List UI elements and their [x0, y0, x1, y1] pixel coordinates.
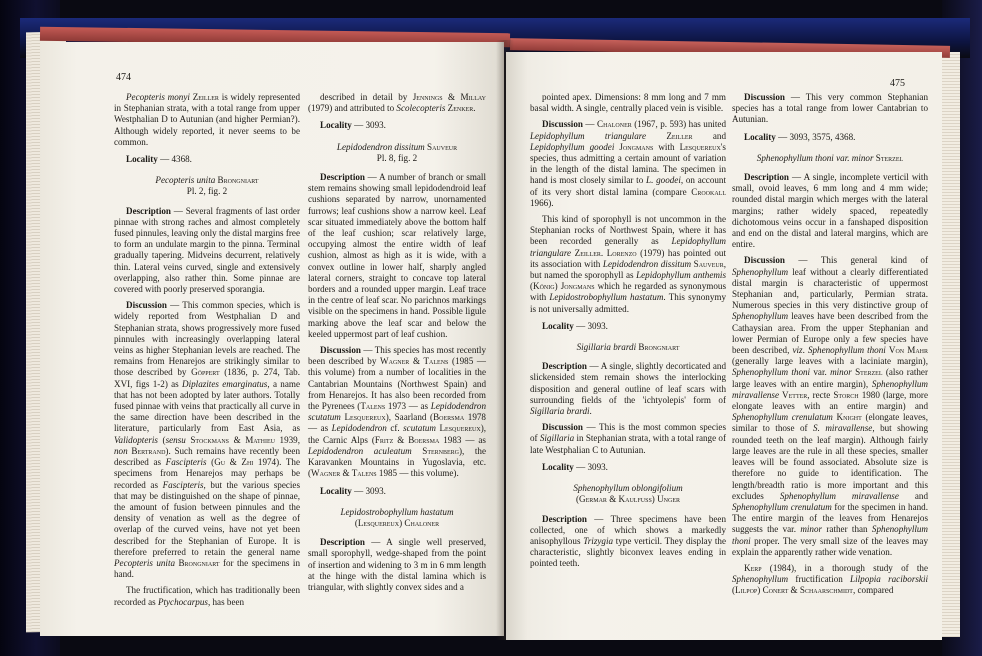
paragraph: Description — A number of branch or small stem remains showing small lepidodendroid leaf cushions separated by narrow, unornamented furrows; leaf cushions show a narrow keel. Leaf scar situated immediately above the bottom half of the leaf cushion; scar relatively large, occupying almost the entire width of leaf cushion, almost as high as it is wide, with a convex outline in lower half, sharply angled lateral corners, straight to concave top lateral borders and a rounded upper margin. Leaf trace in the centre of leaf scar. No parichnos markings visible on the specimens in hand. Possible ligule marking above the leaf scar and below the keeled uppermost part of leaf cushion. [308, 172, 486, 339]
species-heading: Sphenophyllum oblongifolium (Germar & Kaulfuss) Unger [573, 483, 683, 505]
right-page [506, 52, 942, 640]
paragraph: Discussion — This is the most common species of Sigillaria in Stephanian strata, with a total range of late Westphalian C to Autunian. [530, 422, 726, 455]
right-page-column-2 [732, 92, 928, 602]
right-page-column-1 [530, 92, 726, 575]
locality-line: Locality — 3093, 3575, 4368. [744, 131, 856, 142]
paragraph: Discussion — This common species, which is widely reported from Westphalian D and Stephanian strata, shows progressively more fused pinnules with increasingly overlapping lateral veins as higher Stephanian levels are reached. The remains from Henarejos are strikingly similar to those described by Göppert (1836, p. 274, Tab. XVI, figs 1-2) as Diplazites emarginatus, a name that has not been adopted by later authors. Totally fused pinnae with veins that practically all curve in the same direction have been described in the literature, particularly from East Asia, as Validopteris (sensu Stockmans & Mathieu 1939, non Bertrand). Such remains have recently been described as Fascipteris (Gu & Zhi 1974). The specimens from Henarejos may perhaps be recorded as Fascipteris, but the various species that may be distinguished on the shape of pinnae, the amount of fusion between pinnules and the density of venation as well as the degree of overlap of the curved veins, have not yet been described for the Stephanian of Europe. It is therefore preferred to retain the general name Pecopteris unita Brongniart for the specimens in hand. [114, 300, 301, 580]
paragraph: Description — A single, slightly decorticated and slickensided stem remain shows the interlocking disposition and general outline of leaf scars with surrounding fields of the 'ichtyolepis' form of Sigillaria brardi. [530, 361, 726, 417]
paragraph: Kerp (1984), in a thorough study of the Sphenophyllum fructification Lilpopia raciborskii (Lilpop) Conert & Schaarschmidt, compared [732, 562, 929, 596]
paragraph: Description — A single, incomplete verticil with small, ovoid leaves, 6 mm long and 4 mm wide; rounded distal margin which merges with the lateral margins; rather widely spaced, repeatedly dichotomous veins occur in a fanshaped disposition and end on the distal and lateral margins, which are entire. [732, 172, 928, 250]
left-page [40, 42, 504, 636]
paragraph: Discussion — Chaloner (1967, p. 593) has united Lepidophyllum triangulare Zeiller and Lepidophyllum goodei Jongmans with Lesquereux's species, thus admitting a certain amount of variation in the length of the distal lamina. The specimen in hand is most closely similar to L. goodei, on account of its very short distal lamina (compare Crookall 1966). [530, 119, 727, 208]
paragraph: Discussion — This species has most recently been described by Wagner & Talens (1985 — this volume) from a number of localities in the Cantabrian Mountains (Northwest Spain) and from Henarejos. It has also been recorded from the Pyrenees (Talens 1973 — as Lepidodendron scutatum Lesquereux), Saarland (Boersma 1978 — as Lepidodendron cf. scutatum Lesquereux), the Carnic Alps (Fritz & Boersma 1983 — as Lepidodendron aculeatum Sternberg), the Karavanken Mountains in Yugoslavia, etc. (Wagner & Talens 1985 — this volume). [308, 345, 487, 479]
paragraph: pointed apex. Dimensions: 8 mm long and 7 mm basal width. A single, centrally placed vein is visible. [530, 92, 726, 114]
locality-line: Locality — 3093. [320, 120, 386, 131]
paragraph: This kind of sporophyll is not uncommon in the Stephanian rocks of Northwest Spain, where it has been recorded generally as Lepidophyllum triangulare Zeiller. Lorenzo (1979) has pointed out its association with Lepidodendron dissitum Sauveur, but named the sporophyll as Lepidophyllum anthemis (König) Jongmans which he regarded as synonymous with Lepidostrobophyllum hastatum. This synonymy is not universally admitted. [530, 214, 727, 314]
species-heading: Lepidodendron dissitum Sauveur Pl. 8, fig. 2 [336, 141, 458, 163]
paragraph: Discussion — This very common Stephanian species has a total range from lower Cantabrian to Autunian. [732, 92, 928, 125]
locality-line: Locality — 3093. [320, 485, 386, 496]
paragraph: described in detail by Jennings & Millay (1979) and attributed to Scolecopteris Zenker. [308, 92, 486, 114]
page-number-left: 474 [116, 72, 131, 83]
paragraph: The fructification, which has traditionally been recorded as Ptychocarpus, has been [114, 585, 300, 607]
left-page-column-1 [114, 92, 300, 613]
species-heading: Sigillaria brardi Brongniart [576, 342, 680, 353]
left-page-column-2 [308, 92, 486, 598]
locality-line: Locality — 3093. [542, 461, 608, 472]
paragraph: Description — Several fragments of last order pinnae with strong raches and almost completely fused pinnules, leaving only the distal margins free to form an undulate margin to the pinna. Terminal gradually tapering. Midveins decurrent, relatively thin. Lateral veins curved, single and extensively overlapping, also rather thin. Some pinnae are covered with poorly preserved sporangia. [114, 205, 300, 295]
species-heading: Sphenophyllum thoni var. minor Sterzel [756, 152, 904, 163]
page-number-right: 475 [890, 78, 905, 89]
paragraph: Description — Three specimens have been collected, one of which shows a markedly anisophyllous Trizygia type verticil. They display the characteristic, slightly biconvex leaves ending in pointed teeth. [530, 513, 726, 569]
locality-line: Locality — 4368. [126, 154, 192, 165]
paragraph: Description — A single well preserved, small sporophyll, wedge-shaped from the point of insertion and widening to 3 m in 6 mm length at the hinge with the distal lamina which is triangular, with slightly convex sides and a [308, 537, 486, 592]
locality-line: Locality — 3093. [542, 320, 608, 331]
paragraph: Pecopteris monyi Zeiller is widely represented in Stephanian strata, with a total range from upper Westphalian D to Autunian (and higher Permian?). Although widely reported, it never seems to be common. [114, 92, 301, 147]
species-heading: Lepidostrobophyllum hastatum (Lesquereux) Chaloner [340, 506, 454, 528]
species-heading: Pecopteris unita Brongniart Pl. 2, fig. 2 [155, 175, 259, 197]
paragraph: Discussion — This general kind of Sphenophyllum leaf without a clearly differentiated distal margin is characteristic of uppermost Stephanian and, particularly, Permian strata. Numerous species in this very distinctive group of Sphenophyllum leaves have been described from the Cathaysian area. From the upper Stephanian and lower Permian of Europe only a few species have been described, viz. Sphenophyllum thoni Von Mahr (generally large leaves with a laciniate margin), Sphenophyllum thoni var. minor Sterzel (also rather large leaves with an entire margin), Sphenophyllum miravallense Vetter, recte Storch 1980 (large, more elongate leaves with an entire margin) and Sphenophyllum crenulatum Knight (elongate leaves, similar to those of S. miravallense, but showing rounded teeth on the leaf margin). Although fairly large leaves are the rule in all these species, smaller leaves will be found associated. Absolute size is therefore no guide to identification. The length/breadth ratio is more important and this excludes Sphenophyllum miravallense and Sphenophyllum crenulatum for the specimen in hand. The entire margin of the leaves from Henarejos suggests the var. minor rather than Sphenophyllum thoni proper. The very small size of the leaves may explain the apparently rather wide venation. [732, 255, 928, 557]
